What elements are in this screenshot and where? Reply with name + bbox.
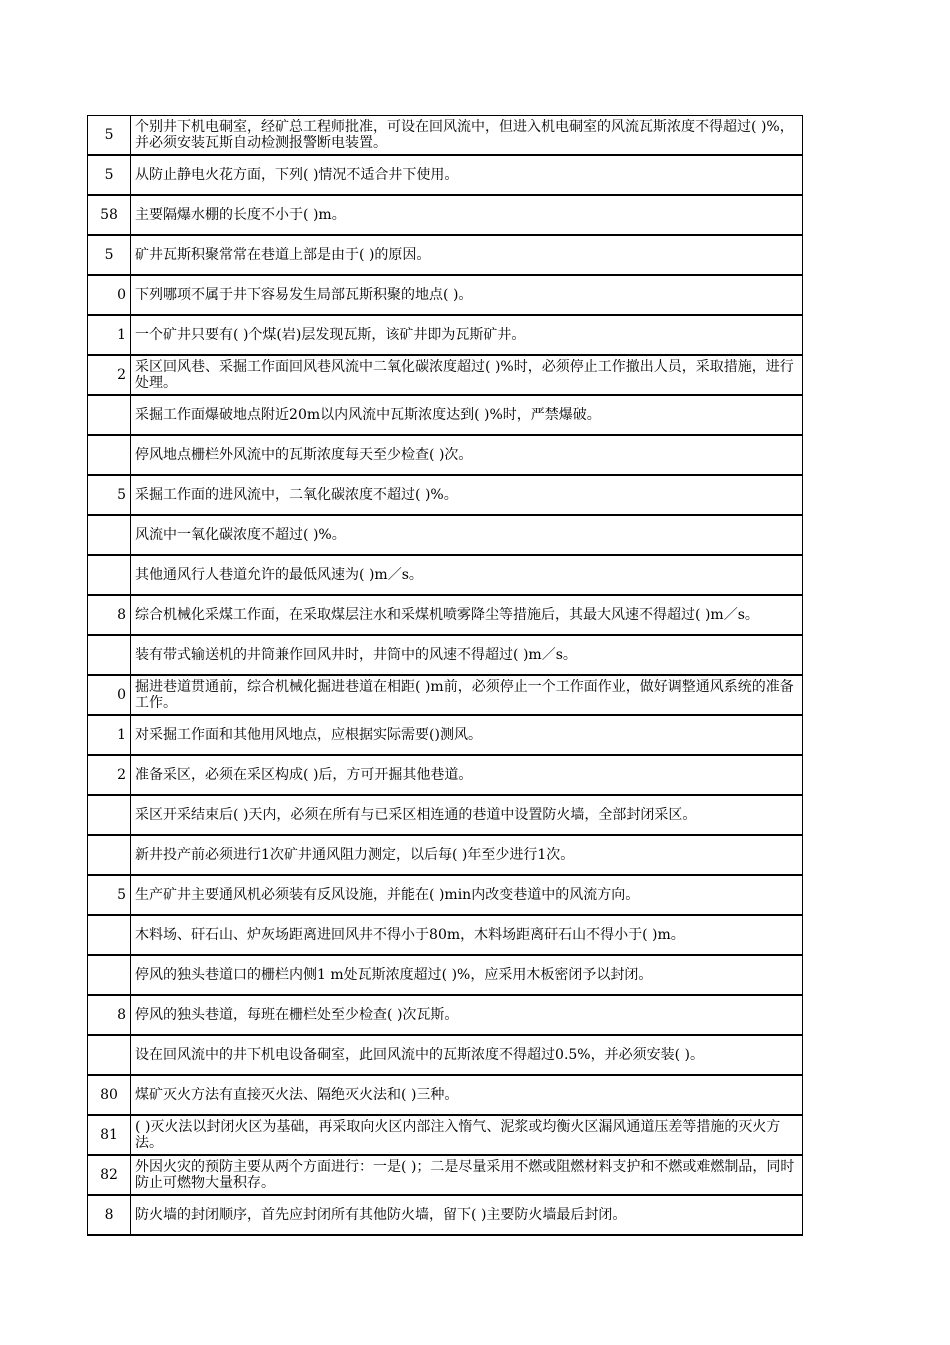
question-cell xyxy=(131,1115,803,1155)
table-row xyxy=(88,395,803,435)
question-text: 采区开采结束后( )天内，必须在所有与已采区相连通的巷道中设置防火墙，全部封闭采区。 xyxy=(135,807,697,823)
row-number-cell: 0 xyxy=(88,675,131,715)
question-cell xyxy=(131,1075,803,1115)
question-cell xyxy=(131,675,803,715)
question-text: 设在回风流中的井下机电设备硐室，此回风流中的瓦斯浓度不得超过0.5%，并必须安装( )。 xyxy=(135,1047,704,1063)
row-number-cell: 2 xyxy=(88,355,131,395)
row-number-cell: 8 xyxy=(88,1195,131,1235)
row-number-cell: 81 xyxy=(88,1115,131,1155)
question-text: 其他通风行人巷道允许的最低风速为( )m／s。 xyxy=(135,567,423,583)
question-text: 对采掘工作面和其他用风地点，应根据实际需要()测风。 xyxy=(135,727,482,743)
question-cell xyxy=(131,1035,803,1075)
row-number-cell: 2 xyxy=(88,755,131,795)
question-cell xyxy=(131,915,803,955)
question-cell xyxy=(131,635,803,675)
question-text: 采区回风巷、采掘工作面回风巷风流中二氧化碳浓度超过( )%时，必须停止工作撤出人员，采取措施，进行处理。 xyxy=(135,359,794,391)
table-row xyxy=(88,355,803,395)
question-text: 从防止静电火花方面，下列( )情况不适合井下使用。 xyxy=(135,167,459,183)
question-cell xyxy=(131,875,803,915)
question-text: 采掘工作面的进风流中，二氧化碳浓度不超过( )%。 xyxy=(135,487,458,503)
question-cell xyxy=(131,116,803,156)
question-text: 矿井瓦斯积聚常常在巷道上部是由于( )的原因。 xyxy=(135,247,431,263)
question-text: 停风的独头巷道口的栅栏内侧1 m处瓦斯浓度超过( )%，应采用木板密闭予以封闭。 xyxy=(135,967,653,983)
question-table-body xyxy=(88,116,803,1236)
question-text: 掘进巷道贯通前，综合机械化掘进巷道在相距( )m前，必须停止一个工作面作业，做好调整通风系统的准备工作。 xyxy=(135,679,794,711)
question-cell xyxy=(131,1195,803,1235)
table-row xyxy=(88,995,803,1035)
row-number-cell: 80 xyxy=(88,1075,131,1115)
table-row xyxy=(88,195,803,235)
row-number-cell xyxy=(88,515,131,555)
table-row xyxy=(88,955,803,995)
question-cell xyxy=(131,755,803,795)
row-number-cell: 1 xyxy=(88,715,131,755)
table-row xyxy=(88,116,803,156)
row-number-cell: 5 xyxy=(88,235,131,275)
row-number-cell: 0 xyxy=(88,275,131,315)
row-number-cell: 1 xyxy=(88,315,131,355)
table-row xyxy=(88,635,803,675)
question-cell xyxy=(131,275,803,315)
question-text: 煤矿灭火方法有直接灭火法、隔绝灭火法和( )三种。 xyxy=(135,1087,459,1103)
question-cell xyxy=(131,835,803,875)
table-row xyxy=(88,675,803,715)
question-text: 新井投产前必须进行1次矿井通风阻力测定，以后每( )年至少进行1次。 xyxy=(135,847,575,863)
table-row xyxy=(88,475,803,515)
table-row xyxy=(88,515,803,555)
row-number-cell: 8 xyxy=(88,595,131,635)
table-row xyxy=(88,555,803,595)
row-number-cell xyxy=(88,795,131,835)
row-number-cell: 5 xyxy=(88,116,131,156)
question-cell xyxy=(131,355,803,395)
row-number-cell xyxy=(88,1035,131,1075)
table-row xyxy=(88,1155,803,1195)
row-number-cell: 5 xyxy=(88,475,131,515)
question-cell xyxy=(131,435,803,475)
question-text: 外因火灾的预防主要从两个方面进行：一是( )；二是尽量采用不燃或阻燃材料支护和不燃或难燃制品，同时防止可燃物大量积存。 xyxy=(135,1159,795,1191)
question-text: ( )灭火法以封闭火区为基础，再采取向火区内部注入惰气、泥浆或均衡火区漏风通道压差等措施的灭火方法。 xyxy=(135,1119,781,1151)
question-cell xyxy=(131,235,803,275)
table-row xyxy=(88,235,803,275)
table-row xyxy=(88,435,803,475)
row-number-cell xyxy=(88,835,131,875)
row-number-cell xyxy=(88,435,131,475)
question-cell xyxy=(131,995,803,1035)
table-row xyxy=(88,315,803,355)
question-cell xyxy=(131,515,803,555)
question-text: 个别井下机电硐室，经矿总工程师批准，可设在回风流中，但进入机电硐室的风流瓦斯浓度不得超过( )%，并必须安装瓦斯自动检测报警断电装置。 xyxy=(135,119,794,151)
table-row xyxy=(88,1035,803,1075)
question-text: 停风的独头巷道，每班在栅栏处至少检查( )次瓦斯。 xyxy=(135,1007,459,1023)
question-text: 装有带式输送机的井筒兼作回风井时，井筒中的风速不得超过( )m／s。 xyxy=(135,647,577,663)
question-text: 一个矿井只要有( )个煤(岩)层发现瓦斯，该矿井即为瓦斯矿井。 xyxy=(135,327,526,343)
table-row xyxy=(88,875,803,915)
row-number-cell: 5 xyxy=(88,155,131,195)
table-row xyxy=(88,1195,803,1235)
table-row xyxy=(88,595,803,635)
table-row xyxy=(88,155,803,195)
row-number-cell xyxy=(88,955,131,995)
question-cell xyxy=(131,395,803,435)
question-text: 主要隔爆水棚的长度不小于( )m。 xyxy=(135,207,346,223)
row-number-cell xyxy=(88,555,131,595)
question-text: 下列哪项不属于井下容易发生局部瓦斯积聚的地点( )。 xyxy=(135,287,473,303)
question-table xyxy=(87,115,803,1236)
row-number-cell xyxy=(88,915,131,955)
row-number-cell: 82 xyxy=(88,1155,131,1195)
table-row xyxy=(88,795,803,835)
table-row xyxy=(88,715,803,755)
table-row xyxy=(88,1075,803,1115)
table-row xyxy=(88,275,803,315)
row-number-cell: 8 xyxy=(88,995,131,1035)
question-cell xyxy=(131,475,803,515)
table-row xyxy=(88,915,803,955)
table-row xyxy=(88,835,803,875)
row-number-cell: 58 xyxy=(88,195,131,235)
question-cell xyxy=(131,795,803,835)
question-text: 风流中一氧化碳浓度不超过( )%。 xyxy=(135,527,346,543)
table-row xyxy=(88,755,803,795)
question-cell xyxy=(131,315,803,355)
question-text: 采掘工作面爆破地点附近20m以内风流中瓦斯浓度达到( )%时，严禁爆破。 xyxy=(135,407,601,423)
question-text: 防火墙的封闭顺序，首先应封闭所有其他防火墙，留下( )主要防火墙最后封闭。 xyxy=(135,1207,627,1223)
row-number-cell xyxy=(88,635,131,675)
question-cell xyxy=(131,195,803,235)
question-text: 综合机械化采煤工作面，在采取煤层注水和采煤机喷雾降尘等措施后，其最大风速不得超过( )m／s。 xyxy=(135,607,759,623)
table-row xyxy=(88,1115,803,1155)
question-text: 停风地点栅栏外风流中的瓦斯浓度每天至少检查( )次。 xyxy=(135,447,473,463)
question-text: 木料场、矸石山、炉灰场距离进回风井不得小于80m，木料场距离矸石山不得小于( )m。 xyxy=(135,927,685,943)
question-cell xyxy=(131,715,803,755)
question-text: 准备采区，必须在采区构成( )后，方可开掘其他巷道。 xyxy=(135,767,473,783)
question-cell xyxy=(131,955,803,995)
question-cell xyxy=(131,595,803,635)
question-text: 生产矿井主要通风机必须装有反风设施，并能在( )min内改变巷道中的风流方向。 xyxy=(135,887,640,903)
question-cell xyxy=(131,155,803,195)
question-cell xyxy=(131,555,803,595)
question-cell xyxy=(131,1155,803,1195)
row-number-cell: 5 xyxy=(88,875,131,915)
row-number-cell xyxy=(88,395,131,435)
